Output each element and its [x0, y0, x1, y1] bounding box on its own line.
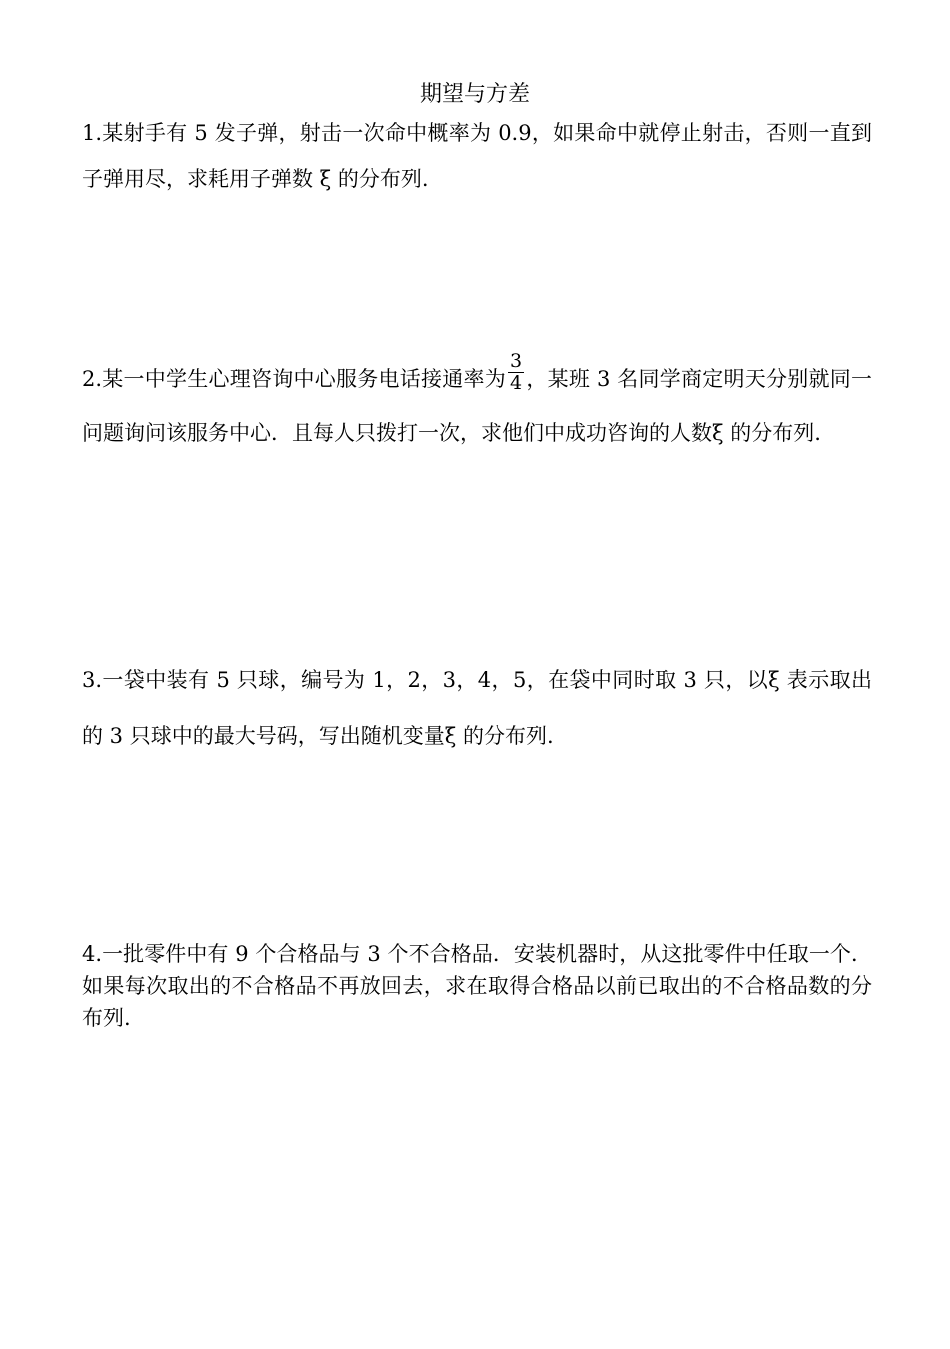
problem-4-text: 4.一批零件中有 9 个合格品与 3 个不合格品．安装机器时，从这批零件中任取一个．如果每次取出的不合格品不再放回去，求在取得合格品以前已取出的不合格品数的分布列. — [82, 942, 872, 1030]
fraction — [508, 351, 524, 394]
problem-3-text: 3.一袋中装有 5 只球，编号为 1，2，3，4，5，在袋中同时取 3 只，以ξ 表示取出的 3 只球中的最大号码，写出随机变量ξ 的分布列. — [82, 668, 872, 748]
problem-4 — [82, 938, 872, 1034]
problem-2 — [82, 352, 872, 460]
fraction-numerator: 3 — [509, 350, 523, 372]
fraction-denominator: 4 — [509, 372, 523, 394]
problem-2-text-after: ，某班 3 名同学商定明天分别就同一问题询问该服务中心．且每人只拨打一次，求他们中成功咨询的人数ξ 的分布列. — [82, 367, 872, 445]
problem-3 — [82, 652, 872, 764]
problem-2-text-before: 2.某一中学生心理咨询中心服务电话接通率为 — [82, 367, 506, 391]
problem-1-text: 1.某射手有 5 发子弹，射击一次命中概率为 0.9，如果命中就停止射击，否则一直到子弹用尽，求耗用子弹数 ξ 的分布列. — [82, 121, 872, 191]
page-title: 期望与方差 — [419, 82, 530, 107]
problem-1 — [82, 110, 872, 202]
